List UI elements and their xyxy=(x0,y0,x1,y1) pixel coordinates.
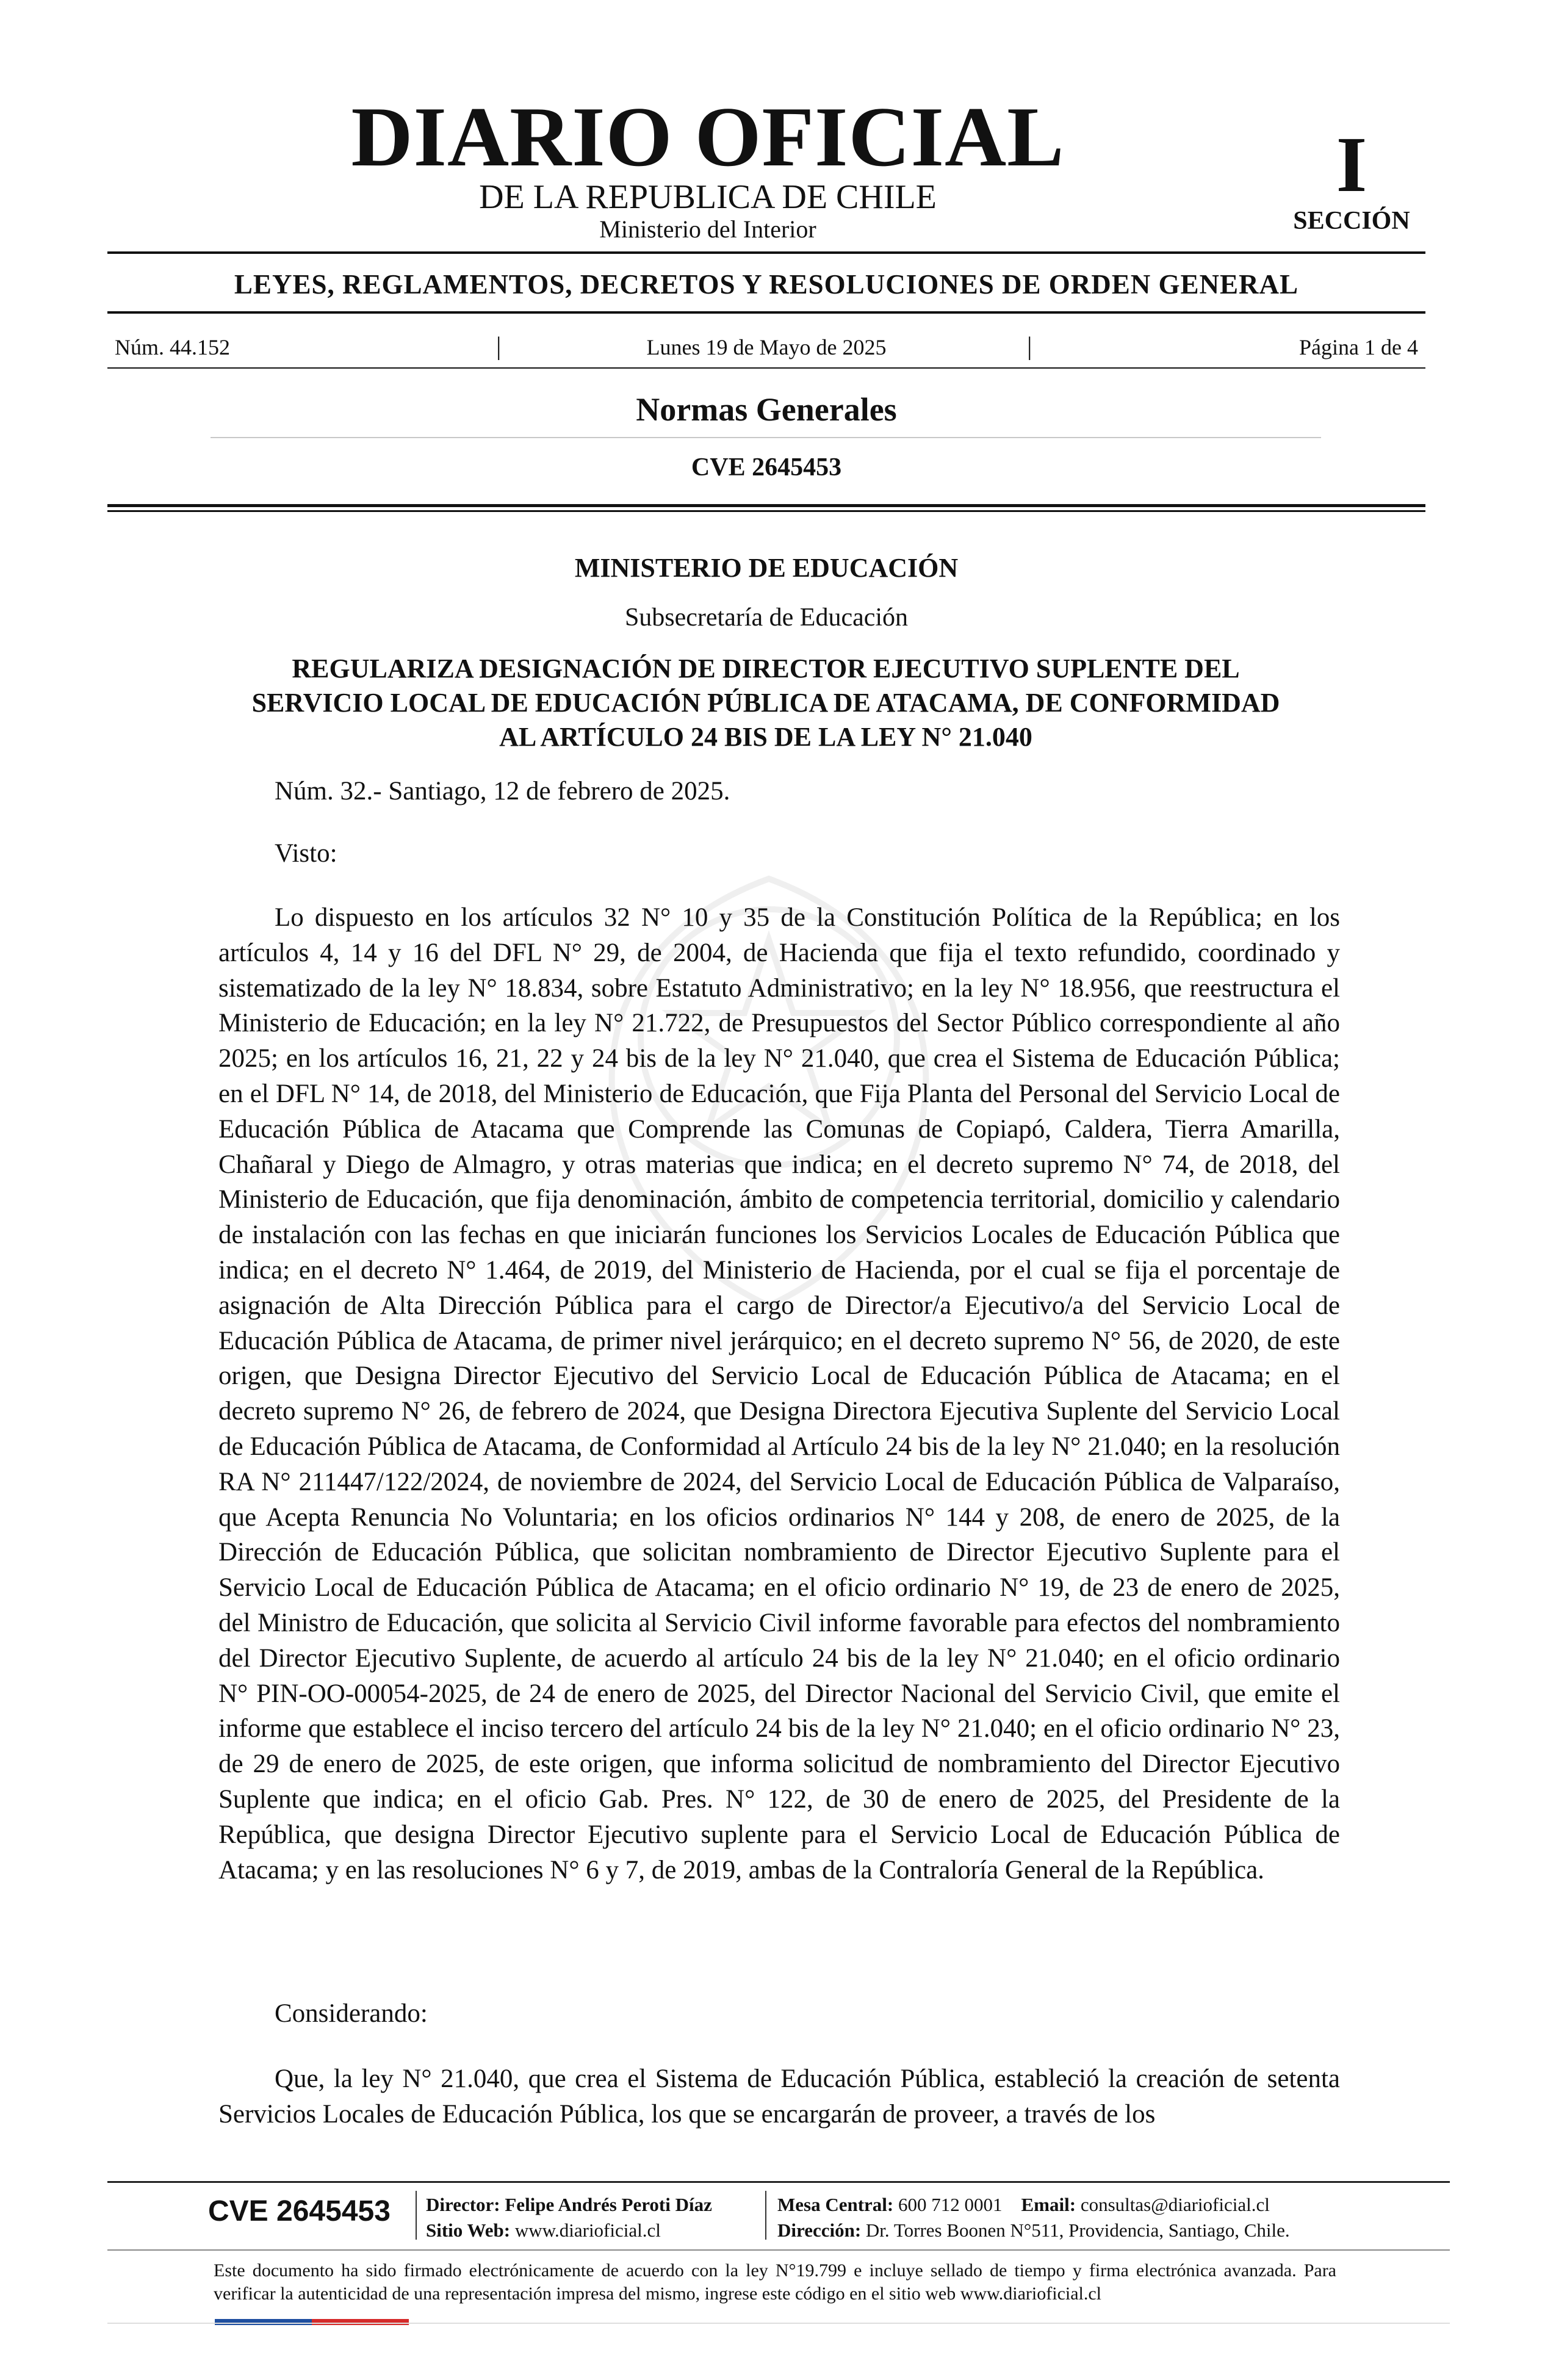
section-number: I xyxy=(1336,121,1367,209)
footer-divider xyxy=(765,2191,766,2240)
masthead-rule xyxy=(107,251,1425,254)
issue-number: Núm. 44.152 xyxy=(115,335,230,359)
title-line: REGULARIZA DESIGNACIÓN DE DIRECTOR EJECUTIVO SUPLENTE DEL xyxy=(292,654,1240,683)
info-rule xyxy=(107,367,1425,369)
visto-paragraph: Lo dispuesto en los artículos 32 N° 10 y 35 de la Constitución Política de la República; en los artículos 4, 14 y 16 del DFL N° 29, de 2004, de Hacienda que fija el texto refundido, coordinado y sistematizado de la ley N° 18.834, sobre Estatuto Administrativo; en la ley N° 18.956, que reestructura el Ministerio de Educación; en la ley N° 21.722, de Presupuestos del Sector Público correspondiente al año 2025; en los artículos 16, 21, 22 y 24 bis de la ley N° 21.040, que crea el Sistema de Educación Pública; en el DFL N° 14, de 2018, del Ministerio de Educación, que Fija Planta del Personal del Servicio Local de Educación Pública de Atacama que Comprende las Comunas de Copiapó, Caldera, Tierra Amarilla, Chañaral y Diego de Almagro, y otras materias que indica; en el decreto supremo N° 74, de 2018, del Ministerio de Educación, que fija denominación, ámbito de competencia territorial, domicilio y calendario de instalación con las fechas en que iniciarán funciones los Servicios Locales de Educación Pública que indica; en el decreto N° 1.464, de 2019, del Ministerio de Hacienda, por el cual se fija el porcentaje de asignación de Alta Dirección Pública para el cargo de Director/a Ejecutivo/a del Servicio Local de Educación Pública de Atacama, de primer nivel jerárquico; en el decreto supremo N° 56, de 2020, de este origen, que Designa Director Ejecutivo del Servicio Local de Educación Pública de Atacama; en el decreto supremo N° 26, de febrero de 2024, que Designa Directora Ejecutiva Suplente del Servicio Local de Educación Pública de Atacama, de Conformidad al Artículo 24 bis de la ley N° 21.040; en la resolución RA N° 211447/122/2024, de noviembre de 2024, del Servicio Local de Educación Pública de Valparaíso, que Acepta Renuncia No Voluntaria; en los oficios ordinarios N° 144 y 208, de enero de 2025, de la Dirección de Educación Pública, que solicitan nombramiento de Director Ejecutivo Suplente para el Servicio Local de Educación Pública de Atacama; en el oficio ordinario N° 19, de 23 de enero de 2025, del Ministro de Educación, que solicita al Servicio Civil informe favorable para efectos del nombramiento del Director Ejecutivo Suplente, de acuerdo al artículo 24 bis de la ley N° 21.040; en el oficio ordinario N° PIN-OO-00054-2025, de 24 de enero de 2025, del Director Nacional del Servicio Civil, que emite el informe que establece el inciso tercero del artículo 24 bis de la ley N° 21.040; en el oficio ordinario N° 23, de 29 de enero de 2025, de este origen, que informa solicitud de nombramiento del Director Ejecutivo Suplente que indica; en el oficio Gab. Pres. N° 122, de 30 de enero de 2025, del Presidente de la República, que designa Director Ejecutivo suplente para el Servicio Local de Educación Pública de Atacama; y en las resoluciones N° 6 y 7, de 2019, ambas de la Contraloría General de la República. xyxy=(218,903,1340,1884)
section-heading: Normas Generales xyxy=(636,391,897,428)
newspaper-subtitle: DE LA REPUBLICA DE CHILE xyxy=(479,178,937,216)
page-indicator: Página 1 de 4 xyxy=(1299,335,1418,359)
document-title xyxy=(183,652,1349,754)
title-line: SERVICIO LOCAL DE EDUCACIÓN PÚBLICA DE ATACAMA, DE CONFORMIDAD xyxy=(251,688,1280,718)
decree-line: Núm. 32.- Santiago, 12 de febrero de 2025. xyxy=(275,777,730,806)
flag-red-stripe xyxy=(312,2319,409,2325)
cve-code-header: CVE 2645453 xyxy=(691,453,842,481)
ministry-heading: MINISTERIO DE EDUCACIÓN xyxy=(574,553,959,583)
footer-divider xyxy=(416,2191,417,2240)
header-double-rule-bottom xyxy=(107,510,1425,512)
newspaper-ministry: Ministerio del Interior xyxy=(599,215,816,243)
section-label: SECCIÓN xyxy=(1293,207,1410,235)
subsecretaria-heading: Subsecretaría de Educación xyxy=(624,604,909,632)
email-label: Email: xyxy=(1021,2194,1076,2215)
mesa-label: Mesa Central: xyxy=(777,2194,894,2215)
issue-date: Lunes 19 de Mayo de 2025 xyxy=(646,335,887,359)
email-link[interactable]: consultas@diarioficial.cl xyxy=(1080,2194,1270,2215)
address-value: Dr. Torres Boonen N°511, Providencia, Santiago, Chile. xyxy=(865,2220,1290,2241)
considerando-label: Considerando: xyxy=(275,1999,428,2028)
web-label: Sitio Web: xyxy=(426,2220,511,2241)
web-link[interactable]: www.diarioficial.cl xyxy=(514,2220,661,2241)
info-bar xyxy=(115,334,1418,361)
laws-header: LEYES, REGLAMENTOS, DECRETOS Y RESOLUCIONES DE ORDEN GENERAL xyxy=(234,269,1299,300)
footer-signature-note: Este documento ha sido firmado electrónicamente de acuerdo con la ley N°19.799 e incluye sellado de tiempo y firma electrónica avanzada. Para verificar la autenticidad de una representación impresa del mismo, ingrese este código en el sitio web www.diarioficial.cl xyxy=(214,2260,1336,2304)
visto-paragraph-container xyxy=(218,900,1340,1888)
footer-contact-block xyxy=(777,2192,1290,2243)
newspaper-title: DIARIO OFICIAL xyxy=(351,90,1065,184)
footer-rule xyxy=(107,2249,1450,2251)
title-line: AL ARTÍCULO 24 BIS DE LA LEY N° 21.040 xyxy=(499,722,1032,752)
considerando-paragraph: Que, la ley N° 21.040, que crea el Sistema de Educación Pública, estableció la creación de setenta Servicios Locales de Educación Pública, los que se encargarán de proveer, a través de los xyxy=(218,2064,1340,2129)
normas-rule xyxy=(211,437,1321,438)
masthead xyxy=(104,92,1422,250)
footer-cve-code: CVE 2645453 xyxy=(208,2195,391,2227)
considerando-paragraph-container xyxy=(218,2061,1340,2132)
header-double-rule-top xyxy=(107,504,1425,507)
footer-director-block xyxy=(426,2192,712,2243)
footer xyxy=(107,2177,1450,2257)
address-label: Dirección: xyxy=(777,2220,862,2241)
director-label: Director: xyxy=(426,2194,500,2215)
info-separator: | xyxy=(496,333,502,361)
flag-blue-stripe xyxy=(215,2319,312,2325)
director-value: Felipe Andrés Peroti Díaz xyxy=(505,2194,712,2215)
mesa-value: 600 712 0001 xyxy=(898,2194,1003,2215)
laws-rule xyxy=(107,311,1425,314)
info-separator: | xyxy=(1027,333,1032,361)
visto-label: Visto: xyxy=(275,839,337,868)
page-bottom-rule xyxy=(107,2323,1450,2324)
